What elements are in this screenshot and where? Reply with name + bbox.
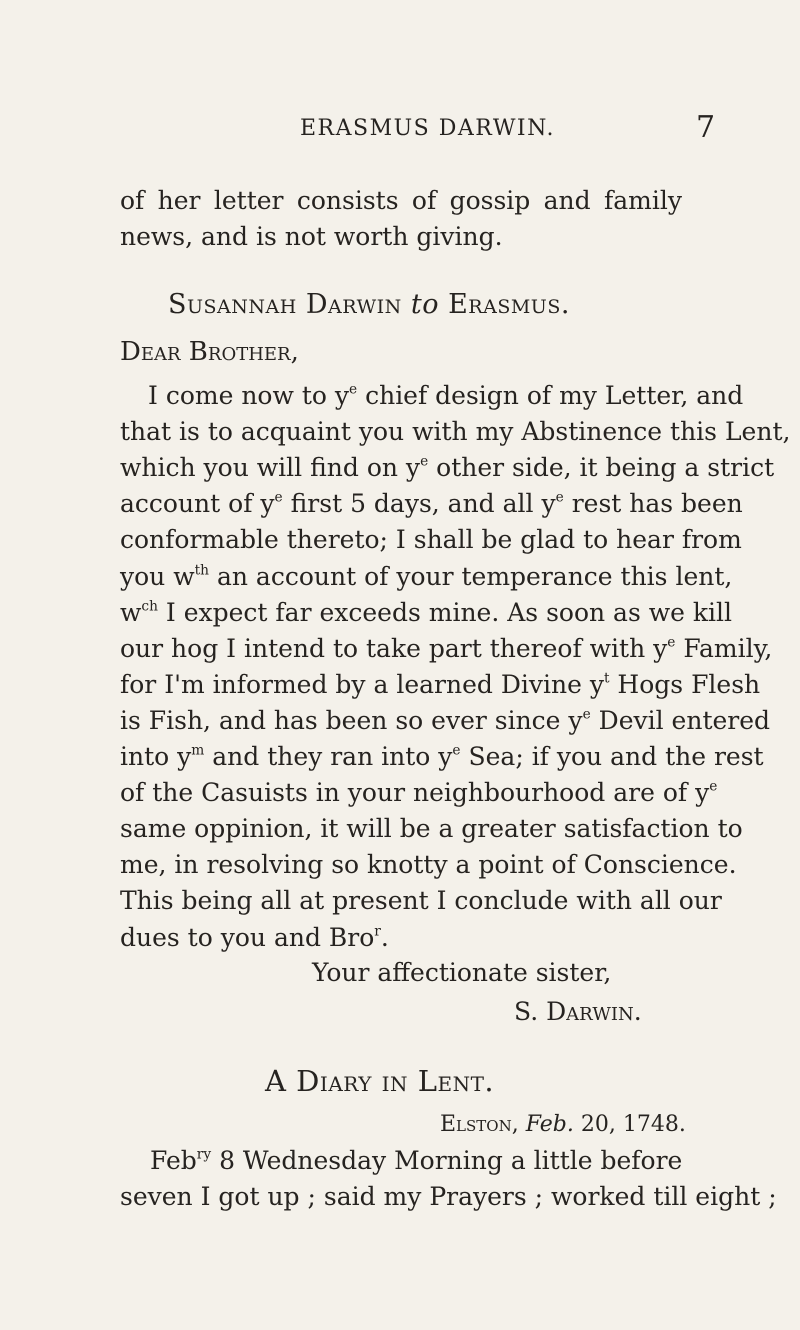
running-head: ERASMUS DARWIN. [300,116,555,141]
text-run: other side, it being a strict [428,453,775,483]
text-run: first 5 days, and all y [282,489,556,519]
diary-month: Feb. [525,1112,574,1137]
text-run: account of y [120,489,275,519]
text-run: I expect far exceeds mine. As soon as we kill [157,597,733,627]
text-run: . [380,922,389,952]
letter-line-10 [120,703,771,739]
letter-line-5 [120,522,742,558]
text-run: w [120,597,142,627]
letter-line-13 [120,811,743,847]
superscript: ch [141,598,158,615]
text-run: for I'm informed by a learned Divine y [120,669,604,699]
letter-line-1 [148,378,744,414]
text-run: I come now to y [148,381,349,410]
text-run: that is to acquaint you with my Abstinence this Lent, [120,417,791,447]
text-run: an account of your temperance this lent, [209,561,733,591]
text-run: Feb [150,1146,197,1175]
letter-heading [168,289,570,320]
intro-line-2: news, and is not worth giving. [120,222,503,251]
superscript: e [452,742,461,759]
letter-line-7 [120,595,733,631]
text-run: dues to you and Bro [120,922,375,952]
letter-line-15 [120,883,722,919]
letter-closing: Your affectionate sister, [312,958,612,987]
superscript: r [374,923,381,940]
diary-dateline [440,1107,686,1143]
superscript: e [555,489,564,506]
diary-place: Elston, [440,1112,519,1137]
superscript: m [191,742,205,759]
diary-line-2 [120,1179,777,1215]
superscript: e [349,381,358,398]
text-run: chief design of my Letter, and [357,381,744,410]
letter-line-4 [120,486,743,522]
superscript: e [274,489,283,506]
text-run: into y [120,742,192,771]
superscript: th [194,562,210,579]
letter-line-14 [120,847,737,883]
letter-line-2 [120,414,791,450]
superscript: e [709,778,718,795]
text-run: Sea; if you and the rest [460,742,764,771]
diary-line-1 [150,1143,682,1179]
intro-line-1: of her letter consists of gossip and family [120,186,682,215]
letter-line-6 [120,559,733,595]
page-number: 7 [696,110,716,145]
letter-line-8 [120,631,773,667]
text-run: me, in resolving so knotty a point of Conscience. [120,850,737,880]
superscript: e [582,706,591,723]
text-run: rest has been [563,489,743,519]
text-run: Family, [675,633,773,663]
text-run: you w [120,561,195,591]
superscript: ry [196,1146,212,1163]
letter-to: Erasmus. [448,289,570,320]
diary-title: A Diary in Lent. [265,1064,495,1098]
superscript: e [667,634,676,651]
letter-from: Susannah Darwin [168,289,402,320]
letter-signature: S. Darwin. [514,997,642,1026]
text-run: seven I got up ; said my Prayers ; worked till eight ; [120,1182,777,1211]
text-run: 8 Wednesday Morning a little before [211,1146,683,1175]
letter-line-16 [120,920,682,956]
text-run: Hogs Flesh [609,669,761,699]
diary-date: 20, 1748. [580,1112,686,1137]
text-run: which you will find on y [120,453,421,483]
letter-line-3 [120,450,775,486]
text-run: Devil entered [590,705,771,735]
letter-line-12 [120,775,718,811]
letter-line-11 [120,739,764,775]
letter-line-9 [120,667,761,703]
superscript: t [603,670,610,687]
letter-salutation: Dear Brother, [120,337,299,367]
text-run: same oppinion, it will be a greater satisfaction to [120,814,743,844]
letter-to-word: to [410,289,439,320]
text-run: and they ran into y [204,742,453,771]
superscript: e [420,453,429,470]
text-run: is Fish, and has been so ever since y [120,705,583,735]
text-run: This being all at present I conclude with all our [120,886,722,916]
text-run: of the Casuists in your neighbourhood are of y [120,778,710,808]
text-run: our hog I intend to take part thereof with y [120,633,668,663]
text-run: conformable thereto; I shall be glad to hear from [120,525,742,555]
